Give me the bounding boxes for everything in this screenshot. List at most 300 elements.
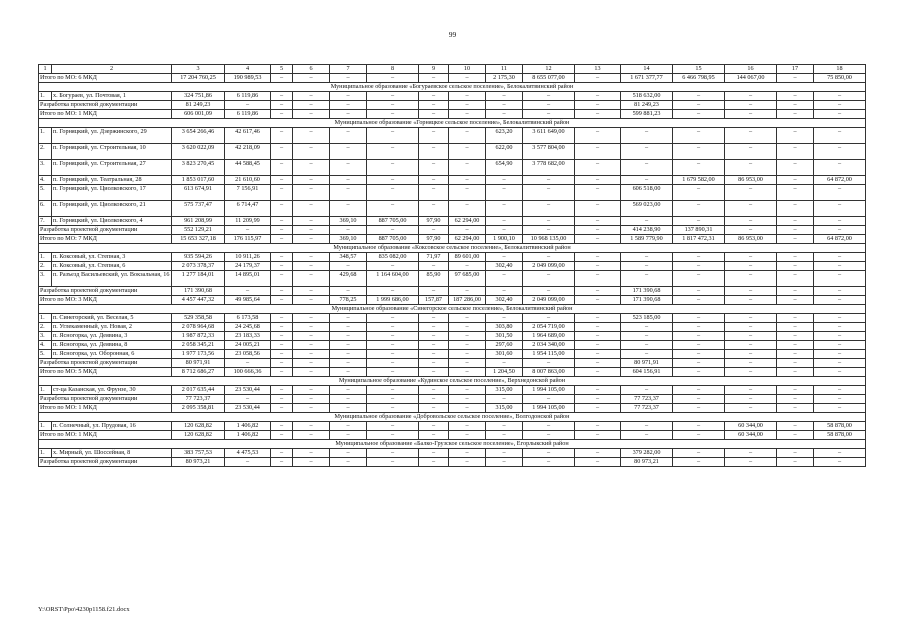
value-cell: –	[271, 314, 293, 323]
value-cell: –	[419, 92, 449, 101]
section-title: Муниципальное образование «Коксовское сельское поселение», Белокалитвинский район	[39, 244, 866, 253]
section-header-row	[39, 244, 866, 253]
address-cell: п. Ясногорка, ул. Оборонная, 6	[52, 350, 172, 359]
value-cell: –	[449, 431, 486, 440]
value-cell: –	[575, 101, 621, 110]
value-cell: –	[673, 201, 725, 217]
value-cell: –	[575, 253, 621, 262]
value-cell: 575 737,47	[172, 201, 225, 217]
table-row	[39, 217, 866, 226]
value-cell: –	[673, 217, 725, 226]
value-cell: –	[673, 386, 725, 395]
value-cell: –	[486, 422, 523, 431]
value-cell: –	[486, 101, 523, 110]
value-cell: –	[725, 92, 777, 101]
value-cell: –	[419, 431, 449, 440]
value-cell: 60 344,00	[725, 431, 777, 440]
summary-row	[39, 368, 866, 377]
value-cell: –	[673, 185, 725, 201]
value-cell: –	[449, 332, 486, 341]
value-cell: –	[271, 350, 293, 359]
value-cell: –	[777, 395, 814, 404]
column-number: 2	[52, 65, 172, 74]
value-cell: –	[293, 235, 330, 244]
table-row	[39, 253, 866, 262]
value-cell: –	[419, 458, 449, 467]
value-cell: 6 714,47	[225, 201, 271, 217]
value-cell: –	[293, 201, 330, 217]
value-cell: –	[330, 431, 367, 440]
value-cell: –	[673, 431, 725, 440]
value-cell: –	[367, 404, 419, 413]
value-cell: –	[419, 341, 449, 350]
value-cell: 7 156,91	[225, 185, 271, 201]
value-cell: 3 577 804,00	[523, 144, 575, 160]
value-cell: 518 632,00	[621, 92, 673, 101]
row-index: 3.	[39, 271, 52, 287]
value-cell: –	[777, 332, 814, 341]
value-cell: 961 208,99	[172, 217, 225, 226]
row-label: Итого по МО: 7 МКД	[39, 235, 172, 244]
value-cell: –	[673, 144, 725, 160]
value-cell: 569 023,00	[621, 201, 673, 217]
table-row	[39, 176, 866, 185]
value-cell: –	[419, 128, 449, 144]
value-cell: –	[486, 110, 523, 119]
section-title: Муниципальное образование «Кудинское сельское поселение», Верхнедонской район	[39, 377, 866, 386]
value-cell: –	[523, 226, 575, 235]
value-cell: –	[621, 160, 673, 176]
value-cell: 1 679 582,00	[673, 176, 725, 185]
column-number-row	[39, 65, 866, 74]
value-cell: 1 406,82	[225, 431, 271, 440]
value-cell: –	[486, 287, 523, 296]
value-cell: –	[486, 92, 523, 101]
value-cell: 1 964 689,00	[523, 332, 575, 341]
row-label: Разработка проектной документации	[39, 226, 172, 235]
row-label: Итого по МО: 1 МКД	[39, 404, 172, 413]
column-number: 1	[39, 65, 52, 74]
address-cell: п. Горняцкий, ул. Строительная, 10	[52, 144, 172, 160]
summary-row	[39, 74, 866, 83]
value-cell: –	[673, 395, 725, 404]
value-cell: 302,40	[486, 296, 523, 305]
value-cell: –	[330, 262, 367, 271]
table-row	[39, 314, 866, 323]
value-cell: –	[367, 226, 419, 235]
value-cell: –	[575, 296, 621, 305]
value-cell: 75 850,00	[814, 74, 866, 83]
value-cell: –	[777, 101, 814, 110]
capital-repair-table	[38, 64, 866, 467]
table-row	[39, 341, 866, 350]
value-cell: –	[777, 253, 814, 262]
file-path-footer: Y:\ORST\Ppo\4230p1158.f21.docx	[38, 606, 130, 613]
value-cell: –	[271, 395, 293, 404]
column-number: 4	[225, 65, 271, 74]
value-cell: –	[575, 226, 621, 235]
value-cell: –	[814, 359, 866, 368]
value-cell: 100 666,36	[225, 368, 271, 377]
table-row	[39, 386, 866, 395]
value-cell: –	[575, 368, 621, 377]
value-cell: –	[777, 449, 814, 458]
value-cell: 1 987 872,33	[172, 332, 225, 341]
value-cell: –	[777, 144, 814, 160]
summary-row	[39, 226, 866, 235]
value-cell: 3 823 270,45	[172, 160, 225, 176]
value-cell: –	[575, 314, 621, 323]
value-cell: –	[523, 176, 575, 185]
value-cell: –	[225, 458, 271, 467]
value-cell: –	[673, 128, 725, 144]
value-cell: –	[486, 201, 523, 217]
value-cell: 369,10	[330, 235, 367, 244]
value-cell: –	[725, 271, 777, 287]
value-cell: –	[486, 359, 523, 368]
value-cell: –	[575, 217, 621, 226]
value-cell: –	[725, 350, 777, 359]
summary-row	[39, 395, 866, 404]
value-cell: –	[777, 235, 814, 244]
value-cell: 97,90	[419, 217, 449, 226]
value-cell: 10 911,26	[225, 253, 271, 262]
value-cell: –	[419, 332, 449, 341]
value-cell: –	[673, 350, 725, 359]
value-cell: –	[621, 144, 673, 160]
value-cell: 887 705,00	[367, 235, 419, 244]
table-row	[39, 128, 866, 144]
value-cell: 529 358,58	[172, 314, 225, 323]
value-cell: –	[449, 359, 486, 368]
value-cell: 654,90	[486, 160, 523, 176]
column-number: 8	[367, 65, 419, 74]
value-cell: –	[777, 296, 814, 305]
row-index: 2.	[39, 323, 52, 332]
value-cell: –	[621, 431, 673, 440]
row-index: 4.	[39, 176, 52, 185]
value-cell: –	[621, 176, 673, 185]
value-cell: 157,87	[419, 296, 449, 305]
value-cell: 81 249,23	[172, 101, 225, 110]
page-number: 99	[448, 30, 457, 39]
value-cell: 11 209,99	[225, 217, 271, 226]
value-cell: –	[523, 92, 575, 101]
column-number: 5	[271, 65, 293, 74]
value-cell: –	[523, 449, 575, 458]
value-cell: –	[293, 253, 330, 262]
value-cell: –	[523, 359, 575, 368]
value-cell: –	[419, 359, 449, 368]
summary-row	[39, 101, 866, 110]
value-cell: –	[367, 458, 419, 467]
value-cell: –	[725, 217, 777, 226]
value-cell: –	[725, 226, 777, 235]
row-label: Итого по МО: 6 МКД	[39, 74, 172, 83]
value-cell: 2 049 099,00	[523, 296, 575, 305]
value-cell: 71,97	[419, 253, 449, 262]
value-cell: –	[777, 160, 814, 176]
address-cell: п. Углекаменный, ул. Новая, 2	[52, 323, 172, 332]
value-cell: –	[523, 101, 575, 110]
value-cell: 1 853 017,60	[172, 176, 225, 185]
value-cell: 137 890,31	[673, 226, 725, 235]
column-number: 18	[814, 65, 866, 74]
value-cell: –	[449, 226, 486, 235]
value-cell: –	[725, 253, 777, 262]
value-cell: –	[777, 74, 814, 83]
value-cell: –	[367, 144, 419, 160]
value-cell: –	[271, 110, 293, 119]
value-cell: 171 390,68	[172, 287, 225, 296]
value-cell: –	[777, 368, 814, 377]
value-cell: –	[293, 350, 330, 359]
value-cell: 1 999 686,00	[367, 296, 419, 305]
table-row	[39, 185, 866, 201]
value-cell: –	[814, 262, 866, 271]
column-number: 12	[523, 65, 575, 74]
section-header-row	[39, 305, 866, 314]
column-number: 10	[449, 65, 486, 74]
value-cell: –	[419, 74, 449, 83]
value-cell: 429,68	[330, 271, 367, 287]
value-cell: 1 204,50	[486, 368, 523, 377]
value-cell: 80 973,21	[621, 458, 673, 467]
row-index: 1.	[39, 253, 52, 262]
value-cell: 49 985,64	[225, 296, 271, 305]
value-cell: 599 881,23	[621, 110, 673, 119]
value-cell: –	[673, 296, 725, 305]
value-cell: –	[330, 323, 367, 332]
value-cell: 414 238,90	[621, 226, 673, 235]
value-cell: –	[777, 359, 814, 368]
value-cell: 86 953,00	[725, 235, 777, 244]
value-cell: 778,25	[330, 296, 367, 305]
row-index: 2.	[39, 144, 52, 160]
value-cell: 2 017 635,44	[172, 386, 225, 395]
value-cell: –	[330, 185, 367, 201]
value-cell: –	[330, 110, 367, 119]
value-cell: –	[575, 271, 621, 287]
value-cell: 8 007 863,00	[523, 368, 575, 377]
value-cell: 2 078 964,68	[172, 323, 225, 332]
summary-row	[39, 235, 866, 244]
value-cell: –	[449, 92, 486, 101]
value-cell: –	[271, 217, 293, 226]
value-cell: 4 457 447,32	[172, 296, 225, 305]
address-cell: п. Горняцкий, ул. Циолковского, 17	[52, 185, 172, 201]
column-number: 15	[673, 65, 725, 74]
value-cell: 60 344,00	[725, 422, 777, 431]
value-cell: –	[449, 341, 486, 350]
value-cell: –	[293, 128, 330, 144]
section-header-row	[39, 377, 866, 386]
value-cell: –	[330, 350, 367, 359]
value-cell: –	[814, 296, 866, 305]
value-cell: –	[449, 449, 486, 458]
value-cell: –	[575, 176, 621, 185]
value-cell: –	[523, 458, 575, 467]
section-header-row	[39, 413, 866, 422]
value-cell: –	[725, 323, 777, 332]
value-cell: –	[486, 253, 523, 262]
value-cell: 3 654 266,46	[172, 128, 225, 144]
value-cell: –	[293, 332, 330, 341]
value-cell: 42 218,09	[225, 144, 271, 160]
row-index: 1.	[39, 386, 52, 395]
value-cell: –	[419, 449, 449, 458]
column-number: 17	[777, 65, 814, 74]
value-cell: –	[367, 341, 419, 350]
value-cell: –	[673, 422, 725, 431]
value-cell: –	[725, 341, 777, 350]
value-cell: –	[293, 314, 330, 323]
value-cell: 89 601,00	[449, 253, 486, 262]
value-cell: –	[271, 449, 293, 458]
value-cell: –	[330, 395, 367, 404]
value-cell: –	[673, 287, 725, 296]
row-label: Разработка проектной документации	[39, 359, 172, 368]
value-cell: –	[575, 201, 621, 217]
value-cell: –	[330, 226, 367, 235]
value-cell: 1 900,10	[486, 235, 523, 244]
value-cell: 24 005,21	[225, 341, 271, 350]
value-cell: –	[575, 185, 621, 201]
value-cell: 58 878,00	[814, 422, 866, 431]
value-cell: 14 895,01	[225, 271, 271, 287]
value-cell: –	[814, 386, 866, 395]
row-label: Разработка проектной документации	[39, 287, 172, 296]
value-cell: –	[814, 128, 866, 144]
summary-row	[39, 287, 866, 296]
address-cell: п. Горняцкий, ул. Строительная, 27	[52, 160, 172, 176]
value-cell: –	[449, 314, 486, 323]
value-cell: –	[419, 201, 449, 217]
value-cell: –	[621, 217, 673, 226]
value-cell: –	[419, 160, 449, 176]
value-cell: –	[419, 350, 449, 359]
value-cell: 6 119,86	[225, 110, 271, 119]
value-cell: –	[449, 128, 486, 144]
row-index: 7.	[39, 217, 52, 226]
value-cell: –	[486, 449, 523, 458]
value-cell: –	[271, 253, 293, 262]
value-cell: –	[367, 395, 419, 404]
value-cell: –	[777, 314, 814, 323]
value-cell: –	[367, 350, 419, 359]
value-cell: –	[225, 359, 271, 368]
value-cell: –	[814, 226, 866, 235]
value-cell: 606 001,09	[172, 110, 225, 119]
value-cell: –	[814, 341, 866, 350]
address-cell: п. Горняцкий, ул. Циолковского, 4	[52, 217, 172, 226]
value-cell: 6 466 798,95	[673, 74, 725, 83]
summary-row	[39, 296, 866, 305]
section-title: Муниципальное образование «Синегорское сельское поселение», Белокалитвинский район	[39, 305, 866, 314]
value-cell: 24 245,68	[225, 323, 271, 332]
table-row	[39, 92, 866, 101]
value-cell: –	[449, 201, 486, 217]
value-cell: 64 872,00	[814, 235, 866, 244]
value-cell: –	[330, 101, 367, 110]
value-cell: –	[367, 449, 419, 458]
address-cell: п. Горняцкий, ул. Циолковского, 21	[52, 201, 172, 217]
value-cell: –	[330, 160, 367, 176]
address-cell: х. Мирный, ул. Шоссейная, 8	[52, 449, 172, 458]
value-cell: –	[621, 422, 673, 431]
value-cell: 552 129,21	[172, 226, 225, 235]
value-cell: –	[419, 323, 449, 332]
value-cell: –	[271, 341, 293, 350]
value-cell: –	[814, 253, 866, 262]
value-cell: 23 530,44	[225, 404, 271, 413]
value-cell: –	[367, 176, 419, 185]
value-cell: –	[621, 262, 673, 271]
row-index: 5.	[39, 185, 52, 201]
value-cell: –	[449, 176, 486, 185]
value-cell: –	[486, 185, 523, 201]
value-cell: 62 294,00	[449, 217, 486, 226]
value-cell: 1 954 115,00	[523, 350, 575, 359]
value-cell: –	[673, 92, 725, 101]
value-cell: –	[673, 271, 725, 287]
summary-row	[39, 458, 866, 467]
value-cell: –	[814, 101, 866, 110]
value-cell: 171 390,68	[621, 296, 673, 305]
value-cell: 1 589 779,90	[621, 235, 673, 244]
value-cell: –	[419, 404, 449, 413]
value-cell: –	[575, 404, 621, 413]
value-cell: 315,00	[486, 386, 523, 395]
value-cell: –	[293, 431, 330, 440]
value-cell: 24 179,37	[225, 262, 271, 271]
value-cell: –	[367, 74, 419, 83]
value-cell: –	[673, 341, 725, 350]
value-cell: –	[814, 323, 866, 332]
value-cell: –	[777, 128, 814, 144]
value-cell: 80 971,91	[621, 359, 673, 368]
value-cell: –	[449, 101, 486, 110]
value-cell: –	[271, 287, 293, 296]
value-cell: –	[725, 296, 777, 305]
value-cell: –	[523, 253, 575, 262]
value-cell: 23 183,33	[225, 332, 271, 341]
value-cell: –	[449, 458, 486, 467]
address-cell: п. Коксовый, ул. Степная, 6	[52, 262, 172, 271]
value-cell: –	[330, 359, 367, 368]
address-cell: п. Горняцкий, ул. Дзержинского, 29	[52, 128, 172, 144]
row-index: 5.	[39, 350, 52, 359]
value-cell: –	[725, 101, 777, 110]
value-cell: –	[777, 185, 814, 201]
value-cell: –	[814, 201, 866, 217]
value-cell: –	[777, 217, 814, 226]
value-cell: –	[225, 287, 271, 296]
value-cell: –	[814, 350, 866, 359]
value-cell: –	[575, 160, 621, 176]
value-cell: –	[271, 458, 293, 467]
value-cell: 23 058,56	[225, 350, 271, 359]
value-cell: –	[293, 176, 330, 185]
value-cell: –	[814, 404, 866, 413]
value-cell: –	[419, 262, 449, 271]
value-cell: –	[621, 332, 673, 341]
value-cell: –	[271, 92, 293, 101]
value-cell: 379 282,00	[621, 449, 673, 458]
value-cell: –	[367, 201, 419, 217]
address-cell: п. Ясногорка, ул. Деявина, 8	[52, 341, 172, 350]
value-cell: –	[575, 422, 621, 431]
